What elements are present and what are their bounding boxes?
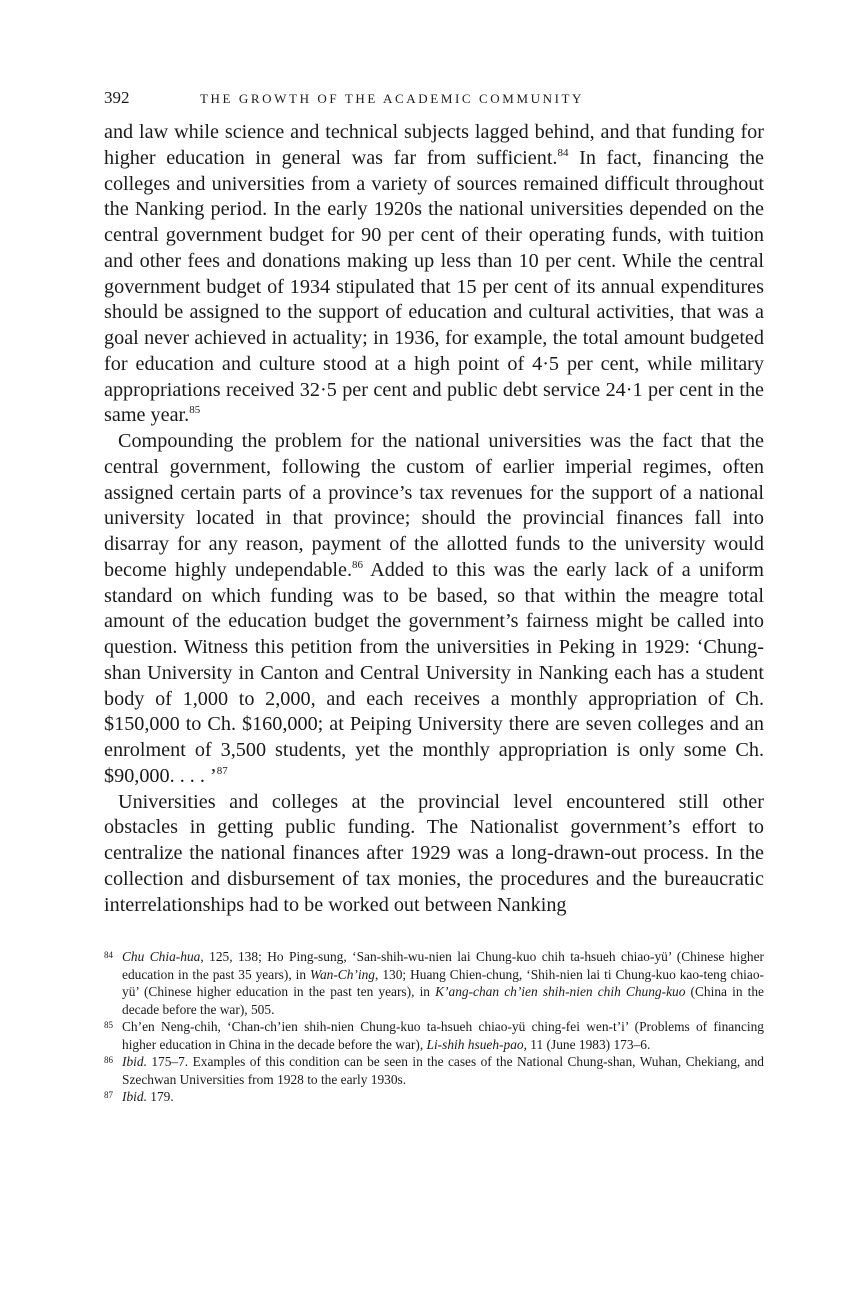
footnote-number: 86 bbox=[104, 1055, 113, 1066]
text-run: Ch’en Neng-chih, ‘Chan-ch’ien shih-nien Chung-kuo ta-hsueh chiao-yü ching-fei wen-t’i’ (Problems of financing higher education in China in the decade before the war), bbox=[122, 1019, 764, 1052]
italic-text: K’ang-chan ch’ien shih-nien chih Chung-kuo bbox=[435, 984, 686, 1000]
running-head: THE GROWTH OF THE ACADEMIC COMMUNITY bbox=[200, 91, 585, 106]
text-run: Universities and colleges at the provincial level encountered still other obstacles in getting public funding. The Nationalist government’s effort to centralize the national finances after 1929 was a long-drawn-out process. In the collection and disbursement of tax monies, the procedures and the bureaucratic interrelationships had to be worked out between Nanking bbox=[104, 790, 764, 916]
footnote-reference: 87 bbox=[216, 764, 228, 777]
footnote-text bbox=[122, 1018, 764, 1053]
footnote bbox=[104, 1053, 764, 1088]
footnotes bbox=[104, 948, 764, 1106]
text-run: Added to this was the early lack of a uniform standard on which funding was to be based, so that within the meagre total amount of the education budget the government’s fairness might be called into question. Witness this petition from the universities in Peking in 1929: ‘Chung-shan University in Canton and Central University in Nanking each has a student body of 1,000 to 2,000, and each receives a monthly appropriation of Ch. $150,000 to Ch. $160,000; at Peiping University there are seven colleges and an enrolment of 3,500 students, yet the monthly appropriation is only some Ch. $90,000. . . . ’ bbox=[104, 558, 764, 787]
book-page bbox=[104, 88, 764, 1106]
text-run: In fact, financing the colleges and universities from a variety of sources remained difficult throughout the Nanking period. In the early 1920s the national universities depended on the central government budget for 90 per cent of their operating funds, with tuition and other fees and donations making up less than 10 per cent. While the central government budget of 1934 stipulated that 15 per cent of its annual expenditures should be assigned to the support of education and cultural activities, that was a goal never achieved in actuality; in 1936, for example, the total amount budgeted for education and culture stood at a high point of 4·5 per cent, while military appropriations received 32·5 per cent and public debt service 24·1 per cent in the same year. bbox=[104, 146, 764, 427]
text-run: (China in the decade before the war), 505. bbox=[122, 984, 765, 1017]
page-number: 392 bbox=[104, 88, 130, 107]
italic-text: Li-shih hsueh-pao bbox=[426, 1036, 524, 1052]
text-run: Compounding the problem for the national universities was the fact that the central government, following the custom of earlier imperial regimes, often assigned certain parts of a province’s tax revenues for the support of a national university located in that province; should the provincial finances fall into disarray for any reason, payment of the allotted funds to the university would become highly undependable. bbox=[104, 430, 764, 581]
text-run: and law while science and technical subjects lagged behind, and that funding for higher education in general was far from sufficient. bbox=[104, 121, 764, 169]
italic-text: Ibid. bbox=[122, 1054, 147, 1070]
paragraph bbox=[104, 790, 764, 919]
footnote-number: 87 bbox=[104, 1090, 113, 1101]
footnote bbox=[104, 948, 764, 1018]
paragraph bbox=[104, 429, 764, 790]
footnote bbox=[104, 1018, 764, 1053]
paragraph bbox=[104, 120, 764, 429]
body-text bbox=[104, 120, 764, 918]
text-run: , 11 (June 1983) 173–6. bbox=[523, 1036, 651, 1052]
italic-text: Wan-Ch’ing bbox=[310, 966, 376, 982]
footnote-text bbox=[122, 1053, 764, 1088]
text-run: 175–7. Examples of this condition can be seen in the cases of the National Chung-shan, Wuhan, Chekiang, and Szechwan Universities from 1928 to the early 1930s. bbox=[122, 1054, 764, 1087]
footnote-reference: 86 bbox=[352, 558, 364, 571]
text-run: , 125, 138; Ho Ping-sung, ‘San-shih-wu-nien lai Chung-kuo chih ta-hsueh chiao-yü’ (Chinese higher education in the past 35 years), in bbox=[122, 949, 764, 982]
page-header bbox=[104, 88, 764, 116]
footnote-text bbox=[122, 948, 764, 1018]
footnote bbox=[104, 1088, 764, 1106]
footnote-reference: 84 bbox=[557, 146, 569, 159]
footnote-number: 85 bbox=[104, 1020, 113, 1031]
footnote-text bbox=[122, 1088, 764, 1106]
italic-text: Ibid. bbox=[122, 1089, 147, 1105]
italic-text: Chu Chia-hua bbox=[122, 949, 201, 965]
text-run: , 130; Huang Chien-chung, ‘Shih-nien lai ti Chung-kuo kao-teng chiao-yü’ (Chinese higher education in the past ten years), in bbox=[122, 966, 764, 1000]
text-run: 179. bbox=[146, 1089, 174, 1105]
footnote-number: 84 bbox=[104, 950, 113, 961]
footnote-reference: 85 bbox=[189, 404, 201, 417]
